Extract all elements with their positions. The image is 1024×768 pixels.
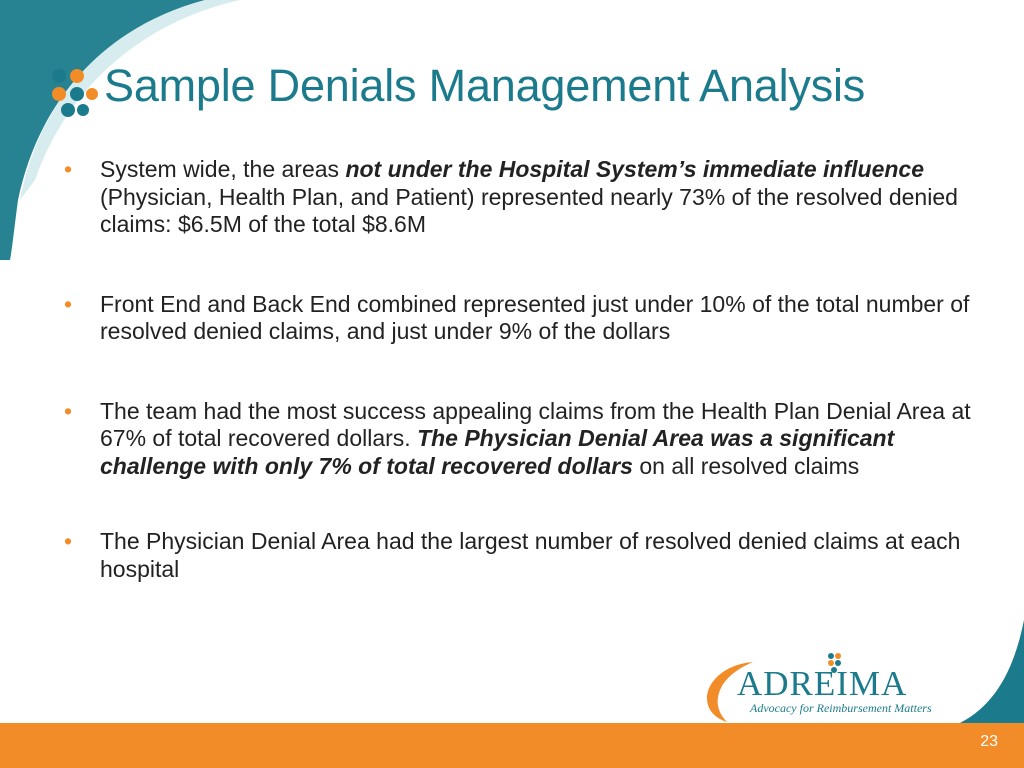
bullet-emphasis: The Physician Denial Area was a significant challenge with only 7% of total recovered dollars [100, 425, 895, 479]
bullet-list [64, 156, 999, 583]
bullet-marker: • [64, 156, 73, 182]
bullet-item [64, 291, 999, 346]
bullet-marker: • [64, 397, 73, 424]
page-number: 23 [980, 733, 998, 750]
bullet-item [64, 398, 999, 481]
footer-bar [0, 723, 1024, 768]
bullet-marker: • [64, 290, 73, 317]
right-bottom-teal-swoosh [960, 620, 1024, 723]
bullet-marker: • [64, 528, 73, 554]
bullet-text: on all resolved claims [632, 452, 860, 479]
bullet-emphasis: not under the Hospital System’s immediate influence [345, 156, 924, 182]
bullet-text: The team had the most success appealing claims from the Health Plan Denial Area at 67% of total recovered dollars. [100, 397, 971, 451]
dots-cluster-icon [50, 68, 98, 120]
slide-title: Sample Denials Management Analysis [104, 60, 866, 111]
bullet-text: (Physician, Health Plan, and Patient) represented nearly 73% of the resolved denied claims: $6.5M of the total $8.6M [100, 183, 958, 237]
logo-wordmark: ADREIMA [737, 664, 908, 703]
bullet-item [64, 528, 999, 583]
company-logo [705, 652, 945, 722]
bullet-text: The Physician Denial Area had the largest number of resolved denied claims at each hospital [100, 528, 961, 582]
bullet-text: System wide, the areas [100, 156, 346, 182]
bullet-item [64, 156, 999, 239]
bullet-text: Front End and Back End combined represented just under 10% of the total number of resolved denied claims, and just under 9% of the dollars [100, 290, 970, 344]
logo-tagline: Advocacy for Reimbursement Matters [750, 701, 932, 715]
